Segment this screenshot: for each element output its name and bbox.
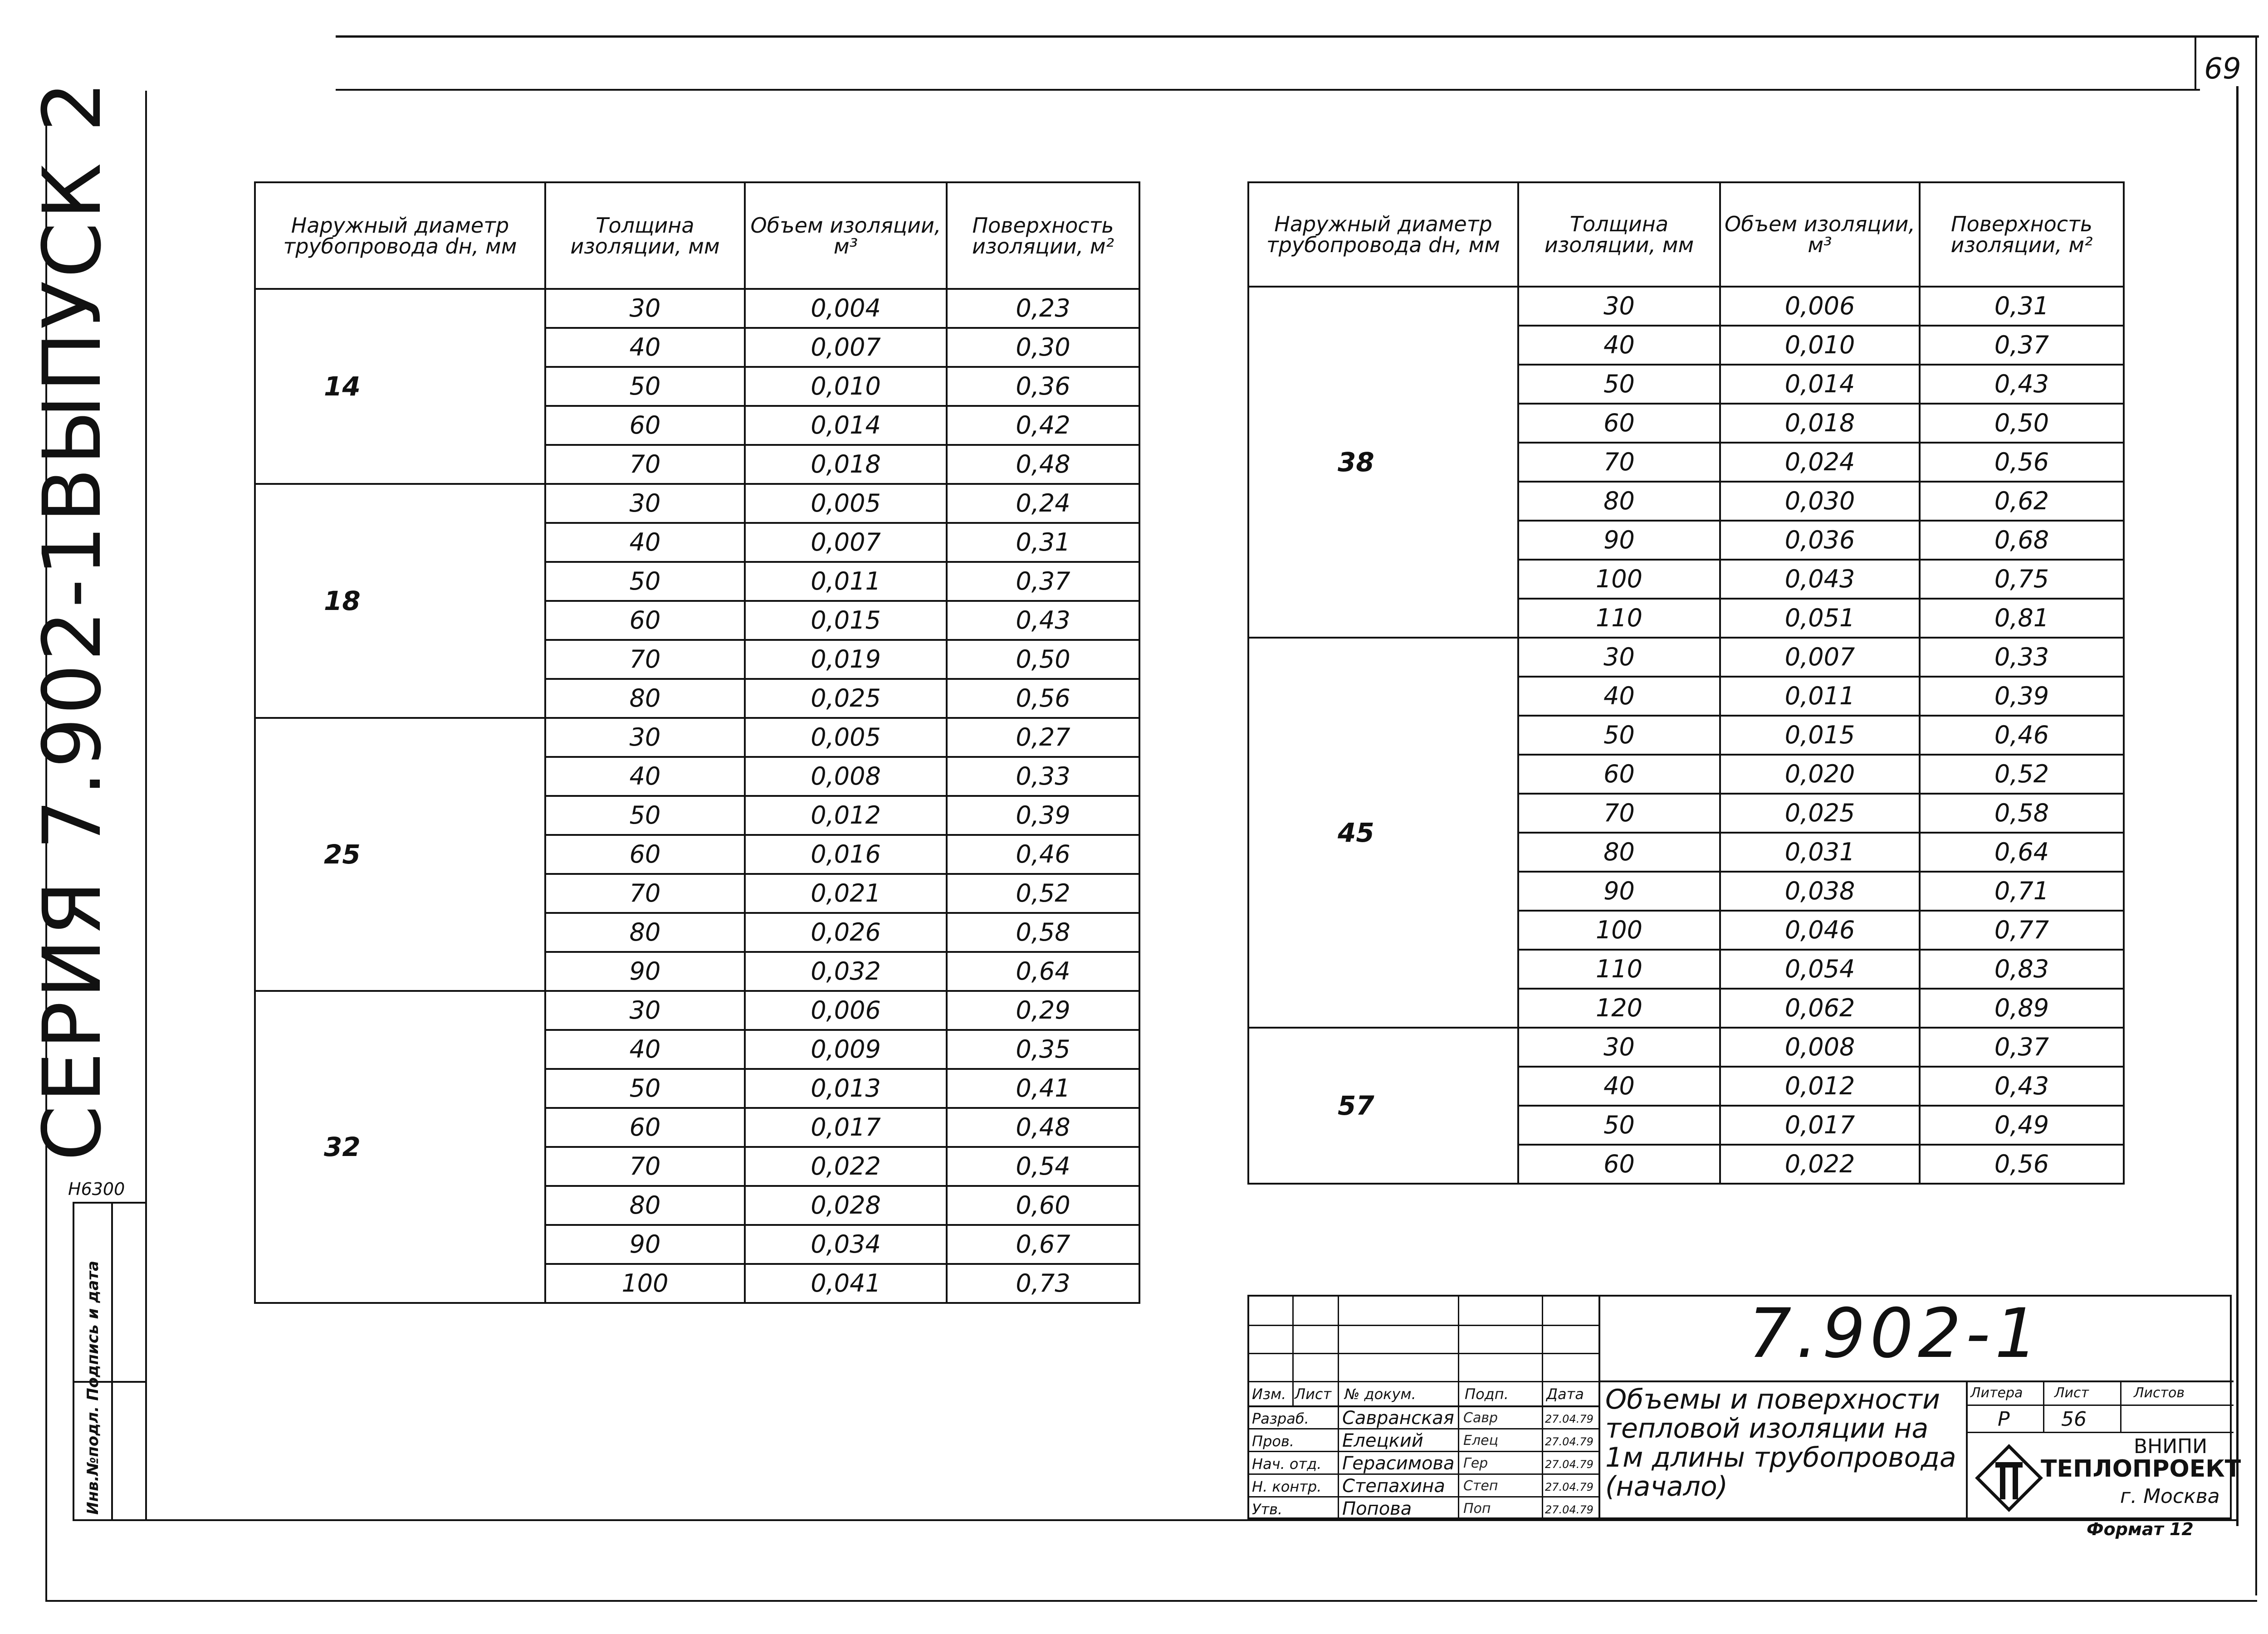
thickness-cell: 80 bbox=[545, 1186, 745, 1225]
date-checker: 27.04.79 bbox=[1545, 1435, 1593, 1448]
surface-cell: 0,60 bbox=[947, 1186, 1139, 1225]
thickness-cell: 60 bbox=[545, 601, 745, 640]
volume-cell: 0,014 bbox=[745, 406, 947, 445]
volume-cell: 0,036 bbox=[1720, 521, 1920, 560]
insulation-table-left bbox=[254, 181, 1140, 1304]
thickness-cell: 30 bbox=[1518, 287, 1720, 326]
diameter-cell: 38 bbox=[1248, 287, 1518, 638]
surface-cell: 0,89 bbox=[1920, 989, 2124, 1028]
surface-cell: 0,52 bbox=[1920, 755, 2124, 794]
surface-cell: 0,58 bbox=[947, 913, 1139, 952]
left-frame-line bbox=[145, 91, 147, 1519]
surface-cell: 0,46 bbox=[1920, 716, 2124, 755]
role-checker: Пров. bbox=[1252, 1433, 1294, 1450]
header-volume: Объем изоляции, м³ bbox=[1720, 182, 1920, 287]
col-header-date: Дата bbox=[1546, 1385, 1584, 1403]
role-approver: Утв. bbox=[1252, 1501, 1283, 1518]
thickness-cell: 50 bbox=[545, 796, 745, 835]
role-norm-control: Н. контр. bbox=[1252, 1478, 1322, 1495]
organization-top: ВНИПИ bbox=[2134, 1435, 2208, 1458]
surface-cell: 0,71 bbox=[1920, 872, 2124, 911]
diameter-cell: 45 bbox=[1248, 638, 1518, 1028]
thickness-cell: 70 bbox=[545, 874, 745, 913]
volume-cell: 0,005 bbox=[745, 484, 947, 523]
volume-cell: 0,038 bbox=[1720, 872, 1920, 911]
volume-cell: 0,025 bbox=[1720, 794, 1920, 833]
volume-cell: 0,007 bbox=[745, 328, 947, 367]
side-stamp-box-top bbox=[73, 1202, 147, 1204]
surface-cell: 0,56 bbox=[947, 679, 1139, 718]
thickness-cell: 100 bbox=[1518, 911, 1720, 950]
diameter-cell: 57 bbox=[1248, 1028, 1518, 1184]
right-border-line bbox=[2236, 86, 2239, 1526]
bottom-border-line bbox=[45, 1600, 2257, 1602]
volume-cell: 0,013 bbox=[745, 1069, 947, 1108]
col-header-doc: № докум. bbox=[1344, 1385, 1416, 1403]
thickness-cell: 30 bbox=[1518, 1028, 1720, 1067]
side-stamp-code: Н6300 bbox=[68, 1179, 125, 1199]
thickness-cell: 120 bbox=[1518, 989, 1720, 1028]
surface-cell: 0,64 bbox=[947, 952, 1139, 991]
surface-cell: 0,23 bbox=[947, 289, 1139, 328]
thickness-cell: 80 bbox=[545, 679, 745, 718]
volume-cell: 0,019 bbox=[745, 640, 947, 679]
thickness-cell: 60 bbox=[545, 1108, 745, 1147]
surface-cell: 0,37 bbox=[947, 562, 1139, 601]
thickness-cell: 70 bbox=[545, 1147, 745, 1186]
top-inner-line bbox=[336, 89, 2200, 91]
surface-cell: 0,52 bbox=[947, 874, 1139, 913]
thickness-cell: 60 bbox=[545, 406, 745, 445]
thickness-cell: 50 bbox=[1518, 1106, 1720, 1145]
thickness-cell: 80 bbox=[1518, 833, 1720, 872]
surface-cell: 0,58 bbox=[1920, 794, 2124, 833]
volume-cell: 0,012 bbox=[745, 796, 947, 835]
thickness-cell: 30 bbox=[545, 718, 745, 757]
thickness-cell: 50 bbox=[1518, 365, 1720, 404]
surface-cell: 0,27 bbox=[947, 718, 1139, 757]
thickness-cell: 30 bbox=[545, 484, 745, 523]
thickness-cell: 90 bbox=[545, 952, 745, 991]
volume-cell: 0,014 bbox=[1720, 365, 1920, 404]
thickness-cell: 40 bbox=[545, 757, 745, 796]
volume-cell: 0,009 bbox=[745, 1030, 947, 1069]
volume-cell: 0,006 bbox=[1720, 287, 1920, 326]
volume-cell: 0,015 bbox=[745, 601, 947, 640]
volume-cell: 0,010 bbox=[1720, 326, 1920, 365]
volume-cell: 0,010 bbox=[745, 367, 947, 406]
name-norm-control: Степахина bbox=[1342, 1476, 1445, 1497]
surface-cell: 0,68 bbox=[1920, 521, 2124, 560]
organization-city: г. Москва bbox=[2120, 1485, 2220, 1508]
surface-cell: 0,31 bbox=[1920, 287, 2124, 326]
surface-cell: 0,62 bbox=[1920, 482, 2124, 521]
page-number-box-left bbox=[2195, 35, 2196, 90]
thickness-cell: 40 bbox=[545, 1030, 745, 1069]
volume-cell: 0,012 bbox=[1720, 1067, 1920, 1106]
volume-cell: 0,051 bbox=[1720, 599, 1920, 638]
surface-cell: 0,43 bbox=[1920, 1067, 2124, 1106]
thickness-cell: 100 bbox=[1518, 560, 1720, 599]
document-title: Объемы и поверхности тепловой изоляции на 1м длины трубопровода (начало) bbox=[1605, 1384, 1956, 1502]
surface-cell: 0,81 bbox=[1920, 599, 2124, 638]
thickness-cell: 30 bbox=[1518, 638, 1720, 677]
signature-norm-control: Степ bbox=[1463, 1478, 1498, 1494]
thickness-cell: 110 bbox=[1518, 599, 1720, 638]
surface-cell: 0,35 bbox=[947, 1030, 1139, 1069]
thickness-cell: 30 bbox=[545, 991, 745, 1030]
thickness-cell: 100 bbox=[545, 1264, 745, 1303]
thickness-cell: 40 bbox=[1518, 677, 1720, 716]
volume-cell: 0,028 bbox=[745, 1186, 947, 1225]
surface-cell: 0,48 bbox=[947, 445, 1139, 484]
header-diameter: Наружный диаметр трубопровода dн, мм bbox=[255, 182, 545, 289]
volume-cell: 0,024 bbox=[1720, 443, 1920, 482]
header-volume: Объем изоляции, м³ bbox=[745, 182, 947, 289]
thickness-cell: 40 bbox=[1518, 326, 1720, 365]
thickness-cell: 90 bbox=[1518, 872, 1720, 911]
surface-cell: 0,41 bbox=[947, 1069, 1139, 1108]
signature-developer: Савр bbox=[1463, 1410, 1498, 1426]
volume-cell: 0,007 bbox=[745, 523, 947, 562]
surface-cell: 0,30 bbox=[947, 328, 1139, 367]
surface-cell: 0,42 bbox=[947, 406, 1139, 445]
surface-cell: 0,50 bbox=[947, 640, 1139, 679]
thickness-cell: 60 bbox=[1518, 1145, 1720, 1184]
issue-label: ВЫПУСК 2 bbox=[26, 78, 119, 523]
insulation-table-right bbox=[1247, 181, 2125, 1185]
volume-cell: 0,006 bbox=[745, 991, 947, 1030]
thickness-cell: 70 bbox=[1518, 443, 1720, 482]
signature-dept-head: Гер bbox=[1463, 1455, 1488, 1471]
surface-cell: 0,50 bbox=[1920, 404, 2124, 443]
date-developer: 27.04.79 bbox=[1545, 1413, 1593, 1425]
volume-cell: 0,005 bbox=[745, 718, 947, 757]
volume-cell: 0,032 bbox=[745, 952, 947, 991]
thickness-cell: 40 bbox=[1518, 1067, 1720, 1106]
diameter-cell: 14 bbox=[255, 289, 545, 484]
surface-cell: 0,37 bbox=[1920, 1028, 2124, 1067]
sheet-label: Лист bbox=[2054, 1385, 2089, 1401]
volume-cell: 0,025 bbox=[745, 679, 947, 718]
volume-cell: 0,031 bbox=[1720, 833, 1920, 872]
volume-cell: 0,021 bbox=[745, 874, 947, 913]
volume-cell: 0,007 bbox=[1720, 638, 1920, 677]
volume-cell: 0,017 bbox=[1720, 1106, 1920, 1145]
thickness-cell: 70 bbox=[1518, 794, 1720, 833]
page-number: 69 bbox=[2204, 52, 2241, 86]
date-dept-head: 27.04.79 bbox=[1545, 1458, 1593, 1471]
diameter-cell: 18 bbox=[255, 484, 545, 718]
surface-cell: 0,67 bbox=[947, 1225, 1139, 1264]
surface-cell: 0,46 bbox=[947, 835, 1139, 874]
sheets-label: Листов bbox=[2134, 1385, 2185, 1401]
volume-cell: 0,008 bbox=[745, 757, 947, 796]
volume-cell: 0,011 bbox=[745, 562, 947, 601]
thickness-cell: 50 bbox=[545, 367, 745, 406]
thickness-cell: 50 bbox=[545, 562, 745, 601]
surface-cell: 0,83 bbox=[1920, 950, 2124, 989]
volume-cell: 0,041 bbox=[745, 1264, 947, 1303]
header-surface: Поверхность изоляции, м² bbox=[947, 182, 1139, 289]
surface-cell: 0,29 bbox=[947, 991, 1139, 1030]
role-dept-head: Нач. отд. bbox=[1252, 1455, 1322, 1473]
date-norm-control: 27.04.79 bbox=[1545, 1481, 1593, 1493]
table-row bbox=[255, 484, 1139, 523]
volume-cell: 0,011 bbox=[1720, 677, 1920, 716]
volume-cell: 0,043 bbox=[1720, 560, 1920, 599]
diameter-cell: 32 bbox=[255, 991, 545, 1303]
surface-cell: 0,56 bbox=[1920, 1145, 2124, 1184]
table-row bbox=[1248, 287, 2124, 326]
surface-cell: 0,24 bbox=[947, 484, 1139, 523]
name-approver: Попова bbox=[1342, 1498, 1412, 1519]
name-checker: Елецкий bbox=[1342, 1430, 1423, 1451]
volume-cell: 0,004 bbox=[745, 289, 947, 328]
top-border-line bbox=[336, 35, 2259, 38]
surface-cell: 0,54 bbox=[947, 1147, 1139, 1186]
header-diameter: Наружный диаметр трубопровода dн, мм bbox=[1248, 182, 1518, 287]
thickness-cell: 70 bbox=[545, 640, 745, 679]
surface-cell: 0,73 bbox=[947, 1264, 1139, 1303]
organization-logo-icon bbox=[1975, 1444, 2043, 1512]
title-block bbox=[1247, 1294, 2241, 1519]
thickness-cell: 40 bbox=[545, 523, 745, 562]
header-thickness: Толщина изоляции, мм bbox=[545, 182, 745, 289]
thickness-cell: 50 bbox=[545, 1069, 745, 1108]
series-label: СЕРИЯ 7.902-1 bbox=[26, 522, 119, 1161]
side-inventory-label: Инв.№подл. Подпись и дата bbox=[84, 1260, 102, 1515]
volume-cell: 0,015 bbox=[1720, 716, 1920, 755]
volume-cell: 0,008 bbox=[1720, 1028, 1920, 1067]
surface-cell: 0,64 bbox=[1920, 833, 2124, 872]
signature-approver: Поп bbox=[1463, 1501, 1491, 1517]
table-row bbox=[1248, 638, 2124, 677]
surface-cell: 0,39 bbox=[1920, 677, 2124, 716]
thickness-cell: 60 bbox=[545, 835, 745, 874]
thickness-cell: 60 bbox=[1518, 404, 1720, 443]
header-thickness: Толщина изоляции, мм bbox=[1518, 182, 1720, 287]
thickness-cell: 60 bbox=[1518, 755, 1720, 794]
surface-cell: 0,75 bbox=[1920, 560, 2124, 599]
thickness-cell: 50 bbox=[1518, 716, 1720, 755]
diameter-cell: 25 bbox=[255, 718, 545, 991]
litera-value: Р bbox=[1998, 1408, 2010, 1431]
organization-name: ТЕПЛОПРОЕКТ bbox=[2041, 1455, 2241, 1483]
table-row bbox=[255, 289, 1139, 328]
document-number: 7.902-1 bbox=[1748, 1294, 2043, 1373]
side-title bbox=[26, 78, 119, 1161]
surface-cell: 0,77 bbox=[1920, 911, 2124, 950]
volume-cell: 0,026 bbox=[745, 913, 947, 952]
name-dept-head: Герасимова bbox=[1342, 1453, 1455, 1474]
thickness-cell: 110 bbox=[1518, 950, 1720, 989]
thickness-cell: 90 bbox=[545, 1225, 745, 1264]
format-label: Формат 12 bbox=[2087, 1519, 2194, 1539]
name-developer: Савранская bbox=[1342, 1408, 1454, 1429]
surface-cell: 0,49 bbox=[1920, 1106, 2124, 1145]
signature-checker: Елец bbox=[1463, 1433, 1499, 1449]
volume-cell: 0,018 bbox=[745, 445, 947, 484]
thickness-cell: 80 bbox=[545, 913, 745, 952]
thickness-cell: 40 bbox=[545, 328, 745, 367]
col-header-sign: Подп. bbox=[1465, 1385, 1509, 1403]
surface-cell: 0,48 bbox=[947, 1108, 1139, 1147]
volume-cell: 0,017 bbox=[745, 1108, 947, 1147]
col-header-sheet: Лист bbox=[1295, 1385, 1332, 1403]
volume-cell: 0,016 bbox=[745, 835, 947, 874]
sheet-value: 56 bbox=[2061, 1408, 2087, 1431]
litera-label: Литера bbox=[1970, 1385, 2023, 1401]
thickness-cell: 90 bbox=[1518, 521, 1720, 560]
thickness-cell: 70 bbox=[545, 445, 745, 484]
date-approver: 27.04.79 bbox=[1545, 1503, 1593, 1516]
surface-cell: 0,56 bbox=[1920, 443, 2124, 482]
volume-cell: 0,022 bbox=[745, 1147, 947, 1186]
surface-cell: 0,39 bbox=[947, 796, 1139, 835]
volume-cell: 0,022 bbox=[1720, 1145, 1920, 1184]
inner-bottom-line bbox=[73, 1519, 2239, 1521]
role-developer: Разраб. bbox=[1252, 1410, 1309, 1427]
table-row bbox=[255, 718, 1139, 757]
surface-cell: 0,33 bbox=[1920, 638, 2124, 677]
thickness-cell: 80 bbox=[1518, 482, 1720, 521]
volume-cell: 0,062 bbox=[1720, 989, 1920, 1028]
surface-cell: 0,37 bbox=[1920, 326, 2124, 365]
volume-cell: 0,046 bbox=[1720, 911, 1920, 950]
volume-cell: 0,018 bbox=[1720, 404, 1920, 443]
right-outer-line bbox=[2255, 35, 2257, 1595]
volume-cell: 0,054 bbox=[1720, 950, 1920, 989]
thickness-cell: 30 bbox=[545, 289, 745, 328]
volume-cell: 0,020 bbox=[1720, 755, 1920, 794]
header-surface: Поверхность изоляции, м² bbox=[1920, 182, 2124, 287]
volume-cell: 0,034 bbox=[745, 1225, 947, 1264]
surface-cell: 0,43 bbox=[1920, 365, 2124, 404]
table-row bbox=[255, 991, 1139, 1030]
volume-cell: 0,030 bbox=[1720, 482, 1920, 521]
table-row bbox=[1248, 1028, 2124, 1067]
surface-cell: 0,33 bbox=[947, 757, 1139, 796]
col-header-change: Изм. bbox=[1252, 1385, 1286, 1403]
surface-cell: 0,36 bbox=[947, 367, 1139, 406]
surface-cell: 0,43 bbox=[947, 601, 1139, 640]
surface-cell: 0,31 bbox=[947, 523, 1139, 562]
